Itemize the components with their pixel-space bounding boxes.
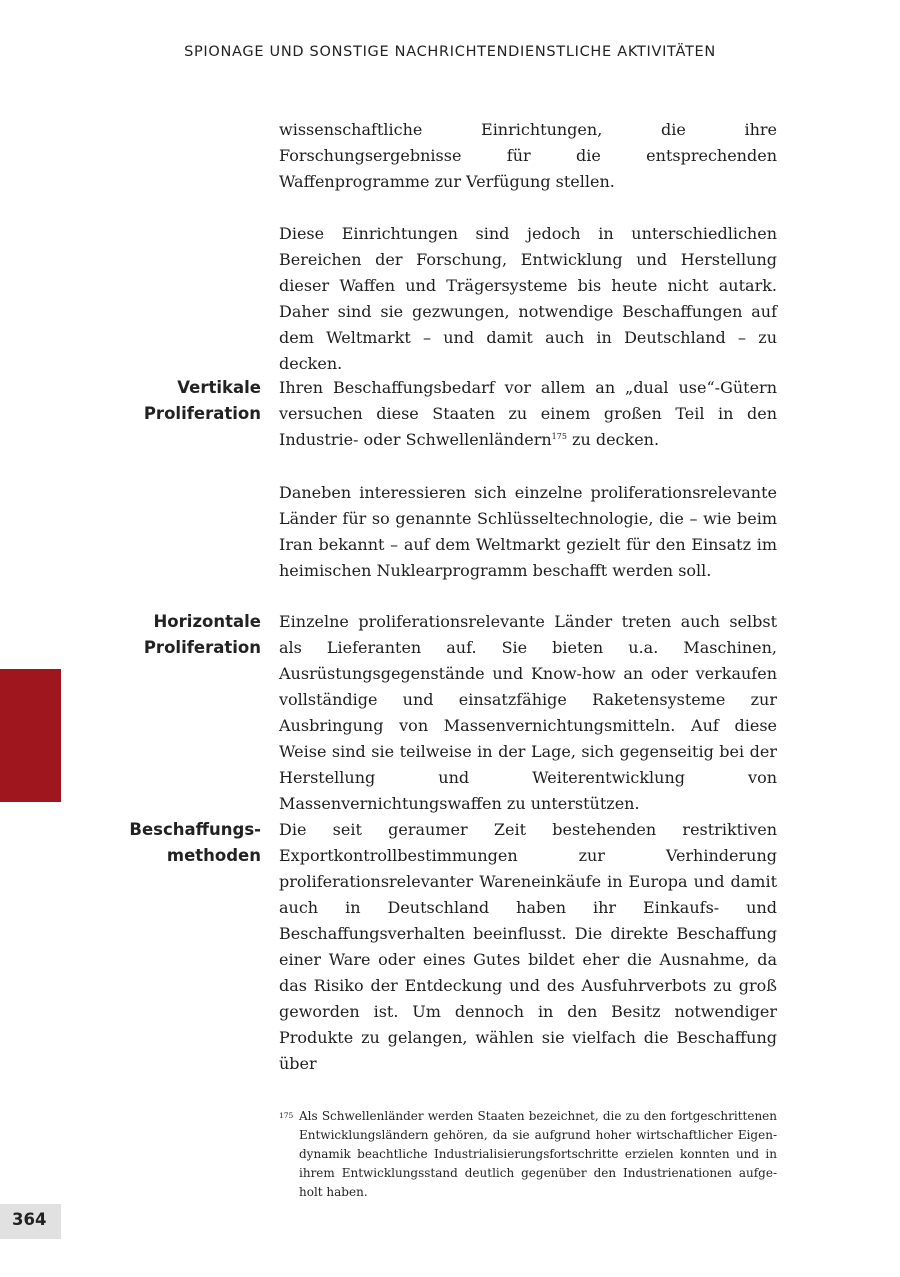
footnote-text: Als Schwellenländer werden Staaten bezeichnet, die zu den fortgeschrittenen Entwicklungsländern gehören, da sie aufgrund hoher wirtschaftlicher Eigendynamik beachtliche Industrialisierungsfortschritte erzielen konnten und in ihrem Entwicklungsstand deutlich gegenüber den Industrienationen aufgeholt haben. [299,1109,777,1199]
paragraph-text: zu decken. [566,430,660,449]
page-number: 364 [12,1210,47,1229]
margin-heading-line: Beschaffungs- [129,820,261,839]
paragraph-text: Ihren Beschaffungsbedarf vor allem an „dual use“-Gütern versuchen diese Staaten zu einem großen Teil in den Industrie- oder Schwellenländern [279,378,777,449]
footnote [279,1107,777,1202]
margin-heading-line: Proliferation [143,638,261,657]
body-paragraph-3 [279,375,777,453]
footnote-reference[interactable]: 175 [551,432,567,441]
margin-heading-line: Horizontale [153,612,261,631]
margin-heading-vertikale-proliferation [91,375,261,427]
body-paragraph-4: Daneben interessieren sich einzelne proliferationsrelevante Länder für so genannte Schlüsseltechnologie, die – wie beim Iran bekannt – auf dem Weltmarkt gezielt für den Einsatz im heimischen Nuklearprogramm beschafft werden soll. [279,483,777,580]
margin-heading-line: Vertikale [177,378,261,397]
margin-heading-beschaffungsmethoden [91,817,261,869]
body-paragraph-6: Die seit geraumer Zeit bestehenden restriktiven Exportkontrollbestimmungen zur Verhinderung proliferationsrelevanter Wareneinkäufe in Europa und damit auch in Deutschland haben ihr Einkaufs- und Beschaffungsverhalten beeinflusst. Die direkte Beschaffung einer Ware oder eines Gutes bildet eher die Ausnahme, da das Risiko der Entdeckung und des Ausfuhrverbots zu groß geworden ist. Um dennoch in den Besitz notwendiger Produkte zu gelangen, wählen sie vielfach die Beschaffung über [279,820,777,1073]
footnote-number: 175 [279,1111,294,1120]
page-number-box [0,1204,61,1239]
body-paragraph-1: wissenschaftliche Einrichtungen, die ihre Forschungsergebnisse für die entsprechenden Waffenprogramme zur Verfügung stellen. [279,120,777,191]
margin-heading-horizontale-proliferation [91,609,261,661]
margin-heading-line: methoden [166,846,261,865]
chapter-color-tab [0,669,61,802]
body-paragraph-5: Einzelne proliferationsrelevante Länder treten auch selbst als Lieferanten auf. Sie bieten u.a. Maschinen, Ausrüstungsgegenstände und Know-how an oder verkaufen vollständige und einsatzfähige Raketensysteme zur Ausbringung von Massenvernichtungsmitteln. Auf diese Weise sind sie teilweise in der Lage, sich gegenseitig bei der Herstellung und Weiterentwicklung von Massenvernichtungswaffen zu unterstützen. [279,612,777,813]
body-paragraph-2: Diese Einrichtungen sind jedoch in unterschiedlichen Bereichen der Forschung, Entwicklung und Herstellung dieser Waffen und Trägersysteme bis heute nicht autark. Daher sind sie gezwungen, notwendige Beschaffungen auf dem Weltmarkt – und damit auch in Deutschland – zu decken. [279,224,777,373]
running-header: SPIONAGE UND SONSTIGE NACHRICHTENDIENSTLICHE AKTIVITÄTEN [184,44,716,60]
margin-heading-line: Proliferation [143,404,261,423]
